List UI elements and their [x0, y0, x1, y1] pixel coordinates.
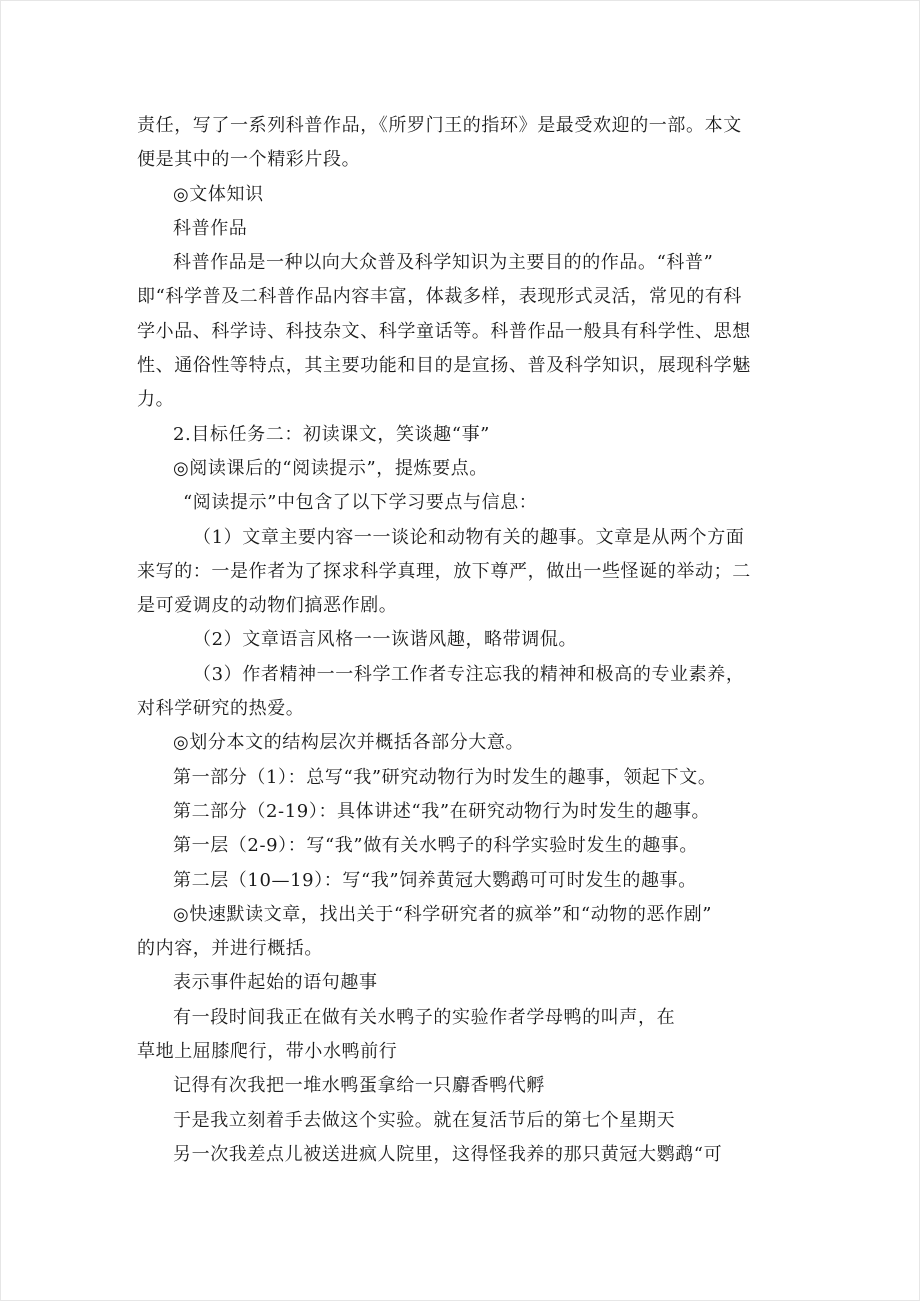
text-line: 是可爱调皮的动物们搞恶作剧。 [137, 595, 398, 617]
list-item: （3）作者精神一一科学工作者专注忘我的精神和极高的专业素养， [193, 663, 745, 685]
text-line: 性、通俗性等特点，其主要功能和目的是宣扬、普及科学知识，展现科学魅 [137, 355, 751, 377]
text-line: 便是其中的一个精彩片段。 [137, 149, 361, 171]
text-line: 表示事件起始的语句趣事 [173, 972, 378, 994]
text-line: 来写的：一是作者为了探求科学真理，放下尊严，做出一些怪诞的举动；二 [137, 560, 751, 582]
text-line: 草地上屈膝爬行，带小水鸭前行 [137, 1041, 398, 1063]
text-line: 对科学研究的热爱。 [137, 698, 305, 720]
text-line: “阅读提示”中包含了以下学习要点与信息： [183, 492, 538, 514]
text-line: 有一段时间我正在做有关水鸭子的实验作者学母鸭的叫声，在 [173, 1006, 676, 1028]
outline-item: 第二部分（2-19）：具体讲述“我”在研究动物行为时发生的趣事。 [173, 800, 711, 822]
outline-item: 第二层（10—19）：写“我”饲养黄冠大鹦鹉可可时发生的趣事。 [173, 869, 697, 891]
text-line: 记得有次我把一堆水鸭蛋拿给一只麝香鸭代孵 [173, 1075, 545, 1097]
subsection-heading: 科普作品 [173, 217, 248, 239]
section-heading: ◎文体知识 [173, 183, 264, 205]
list-item: （1）文章主要内容一一谈论和动物有关的趣事。文章是从两个方面 [193, 526, 745, 548]
section-heading: 2.目标任务二：初读课文，笑谈趣“事” [173, 423, 490, 445]
section-heading: ◎阅读课后的“阅读提示”，提炼要点。 [173, 457, 488, 479]
text-line: 另一次我差点儿被送进疯人院里，这得怪我养的那只黄冠大鹦鹉“可 [173, 1143, 723, 1165]
text-line: 即“科学普及二科普作品内容丰富，体裁多样，表现形式灵活，常见的有科 [137, 286, 742, 308]
text-line: 责任，写了一系列科普作品，《所罗门王的指环》是最受欢迎的一部。本文 [137, 115, 742, 136]
text-line: 力。 [137, 389, 175, 411]
text-line: 科普作品是一种以向大众普及科学知识为主要目的的作品。“科普” [173, 252, 714, 274]
document-body [137, 109, 797, 1172]
section-heading: ◎划分本文的结构层次并概括各部分大意。 [173, 732, 525, 754]
list-item: （2）文章语言风格一一诙谐风趣，略带调侃。 [193, 629, 578, 651]
text-line: 学小品、科学诗、科技杂文、科学童话等。科普作品一般具有科学性、思想 [137, 320, 751, 342]
text-line: 的内容，并进行概括。 [137, 938, 323, 960]
text-line: 于是我立刻着手去做这个实验。就在复活节后的第七个星期天 [173, 1109, 676, 1131]
section-heading: ◎快速默读文章，找出关于“科学研究者的疯举”和“动物的恶作剧” [173, 903, 713, 925]
outline-item: 第一部分（1）：总写“我”研究动物行为时发生的趣事，领起下文。 [173, 766, 717, 788]
outline-item: 第一层（2-9）：写“我”做有关水鸭子的科学实验时发生的趣事。 [173, 835, 698, 857]
